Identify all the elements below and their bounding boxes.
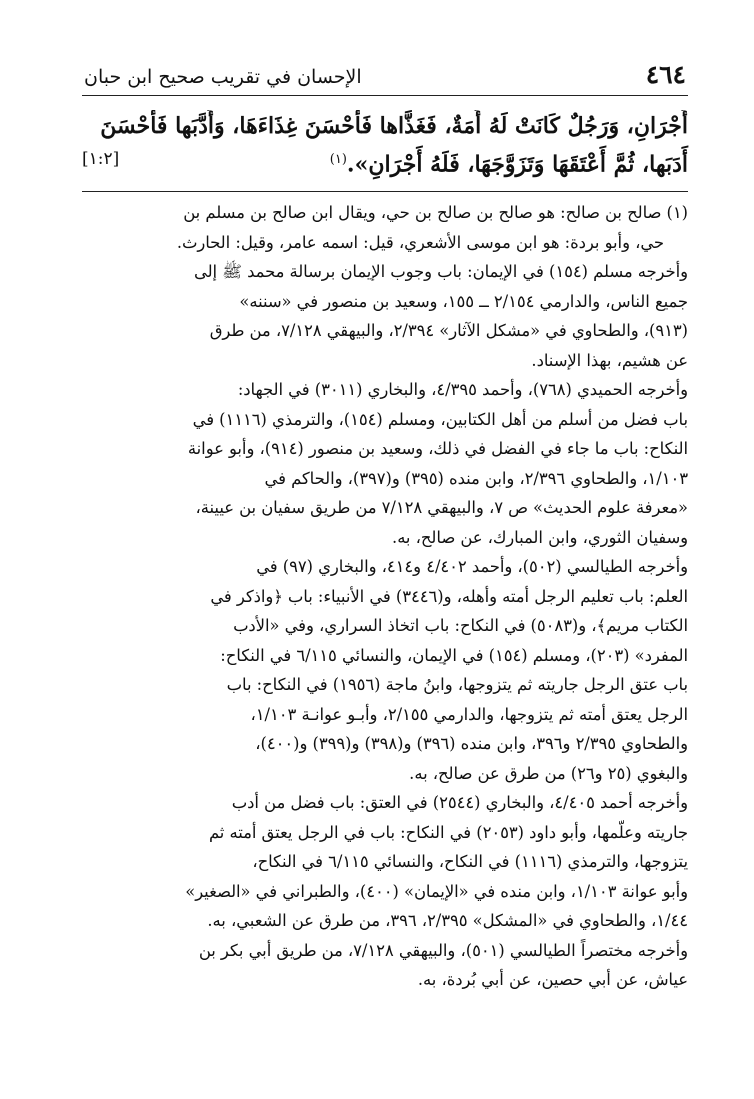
footnote-line: حي، وأبو بردة: هو ابن موسى الأشعري، قيل: اسمه عامر، وقيل: الحارث. — [176, 232, 664, 252]
footnote-line: المفرد» (٢٠٣)، ومسلم (١٥٤) في الإيمان، والنسائي ٦/١١٥ في النكاح: — [220, 645, 688, 665]
hadith-line-2: أَدَبَها، ثُمَّ أَعْتَقَهَا وَتَزَوَّجَهَا، فَلَهُ أَجْرَانِ». — [346, 151, 688, 178]
footnote-marker: (١) — [329, 152, 347, 167]
footnote-line: الرجل يعتق أمته ثم يتزوجها، والدارمي ٢/١٥٥، وأبـو عوانـة ١/١٠٣، — [250, 704, 688, 724]
footnote-line: وأخرجه الطيالسي (٥٠٢)، وأحمد ٤/٤٠٢ و٤١٤، والبخاري (٩٧) في — [256, 557, 688, 577]
footnote-line: النكاح: باب ما جاء في الفضل في ذلك، وسعيد بن منصور (٩١٤)، وأبو عوانة — [187, 439, 688, 459]
hadith-line-1: أَجْرَانِ، وَرَجُلٌ كَانَتْ لَهُ أَمَةٌ، فَغَذَّاها فَأَحْسَنَ غِذَاءَهَا، وَأَدَّبَها فَأَحْسَنَ — [100, 113, 688, 139]
footnote-line: عياش، عن أبي حصين، عن أبي بُردة، به. — [417, 970, 688, 990]
footnote-line: عن هشيم، بهذا الإسناد. — [531, 350, 688, 370]
footnote-line: وسفيان الثوري، وابن المبارك، عن صالح، به. — [392, 527, 688, 547]
footnote-line: وأخرجه الحميدي (٧٦٨)، وأحمد ٤/٣٩٥، والبخاري (٣٠١١) في الجهاد: — [237, 380, 688, 400]
footnote-line: والطحاوي ٢/٣٩٥ و٣٩٦، وابن منده (٣٩٦) و(٣٩٨) و(٣٩٩) و(٤٠٠)، — [255, 734, 688, 754]
footnote-line: وأخرجه أحمد ٤/٤٠٥، والبخاري (٢٥٤٤) في العتق: باب فضل من أدب — [231, 793, 688, 813]
footnote-line: جميع الناس، والدارمي ٢/١٥٤ ــ ١٥٥، وسعيد بن منصور في «سننه» — [239, 291, 688, 311]
hadith-line-2-wrap — [330, 143, 688, 181]
hadith-line-2-row — [82, 143, 688, 181]
page-number: ٤٦٤ — [645, 60, 686, 89]
footnote-line: جاريته وعلّمها، وأبو داود (٢٠٥٣) في النكاح: باب في الرجل يعتق أمته ثم — [208, 822, 688, 842]
footnote-line: (٩١٣)، والطحاوي في «مشكل الآثار» ٢/٣٩٤، والبيهقي ٧/١٢٨، من طرق — [209, 321, 688, 341]
footnote-line: والبغوي (٢٥ و٢٦) من طرق عن صالح، به. — [409, 763, 688, 783]
footnote-separator — [82, 191, 688, 192]
footnote-line: «معرفة علوم الحديث» ص ٧، والبيهقي ٧/١٢٨ من طريق سفيان بن عيينة، — [195, 498, 688, 518]
hadith-reference: [١:٢] — [82, 149, 120, 169]
footnote-line: ١/٤٤، والطحاوي في «المشكل» ٢/٣٩٥، ٣٩٦، من طرق عن الشعبي، به. — [207, 911, 688, 931]
footnote-line: باب فضل من أسلم من أهل الكتابين، ومسلم (١٥٤)، والترمذي (١١١٦) في — [192, 409, 688, 429]
footnote-line: ١/١٠٣، والطحاوي ٢/٣٩٦، وابن منده (٣٩٥) و(٣٩٧)، والحاكم في — [264, 468, 688, 488]
footnote-line: وأبو عوانة ١/١٠٣، وابن منده في «الإيمان» (٤٠٠)، والطبراني في «الصغير» — [185, 881, 688, 901]
footnote-line: وأخرجه مختصراً الطيالسي (٥٠١)، والبيهقي ٧/١٢٨، من طريق أبي بكر بن — [198, 940, 688, 960]
footnotes — [82, 198, 688, 995]
footnote-line: يتزوجها، والترمذي (١١١٦) في النكاح، والنسائي ٦/١١٥ في النكاح، — [252, 852, 688, 872]
footnote-line: الكتاب مريم﴾، و(٥٠٨٣) في النكاح: باب اتخاذ السراري، وفي «الأدب — [233, 616, 688, 636]
hadith-text — [82, 110, 688, 181]
page-header — [82, 60, 688, 96]
footnote-line: العلم: باب تعليم الرجل أمته وأهله، و(٣٤٤٦) في الأنبياء: باب ﴿واذكر في — [210, 586, 688, 606]
footnote-line: باب عتق الرجل جاريته ثم يتزوجها، وابنُ ماجة (١٩٥٦) في النكاح: باب — [226, 675, 688, 695]
footnote-line: وأخرجه مسلم (١٥٤) في الإيمان: باب وجوب الإيمان برسالة محمد ﷺ إلى — [194, 262, 688, 282]
footnote-line: (١) صالح بن صالح: هو صالح بن صالح بن حي، ويقال ابن صالح بن مسلم بن — [183, 203, 688, 223]
running-title: الإحسان في تقريب صحيح ابن حبان — [84, 66, 362, 88]
